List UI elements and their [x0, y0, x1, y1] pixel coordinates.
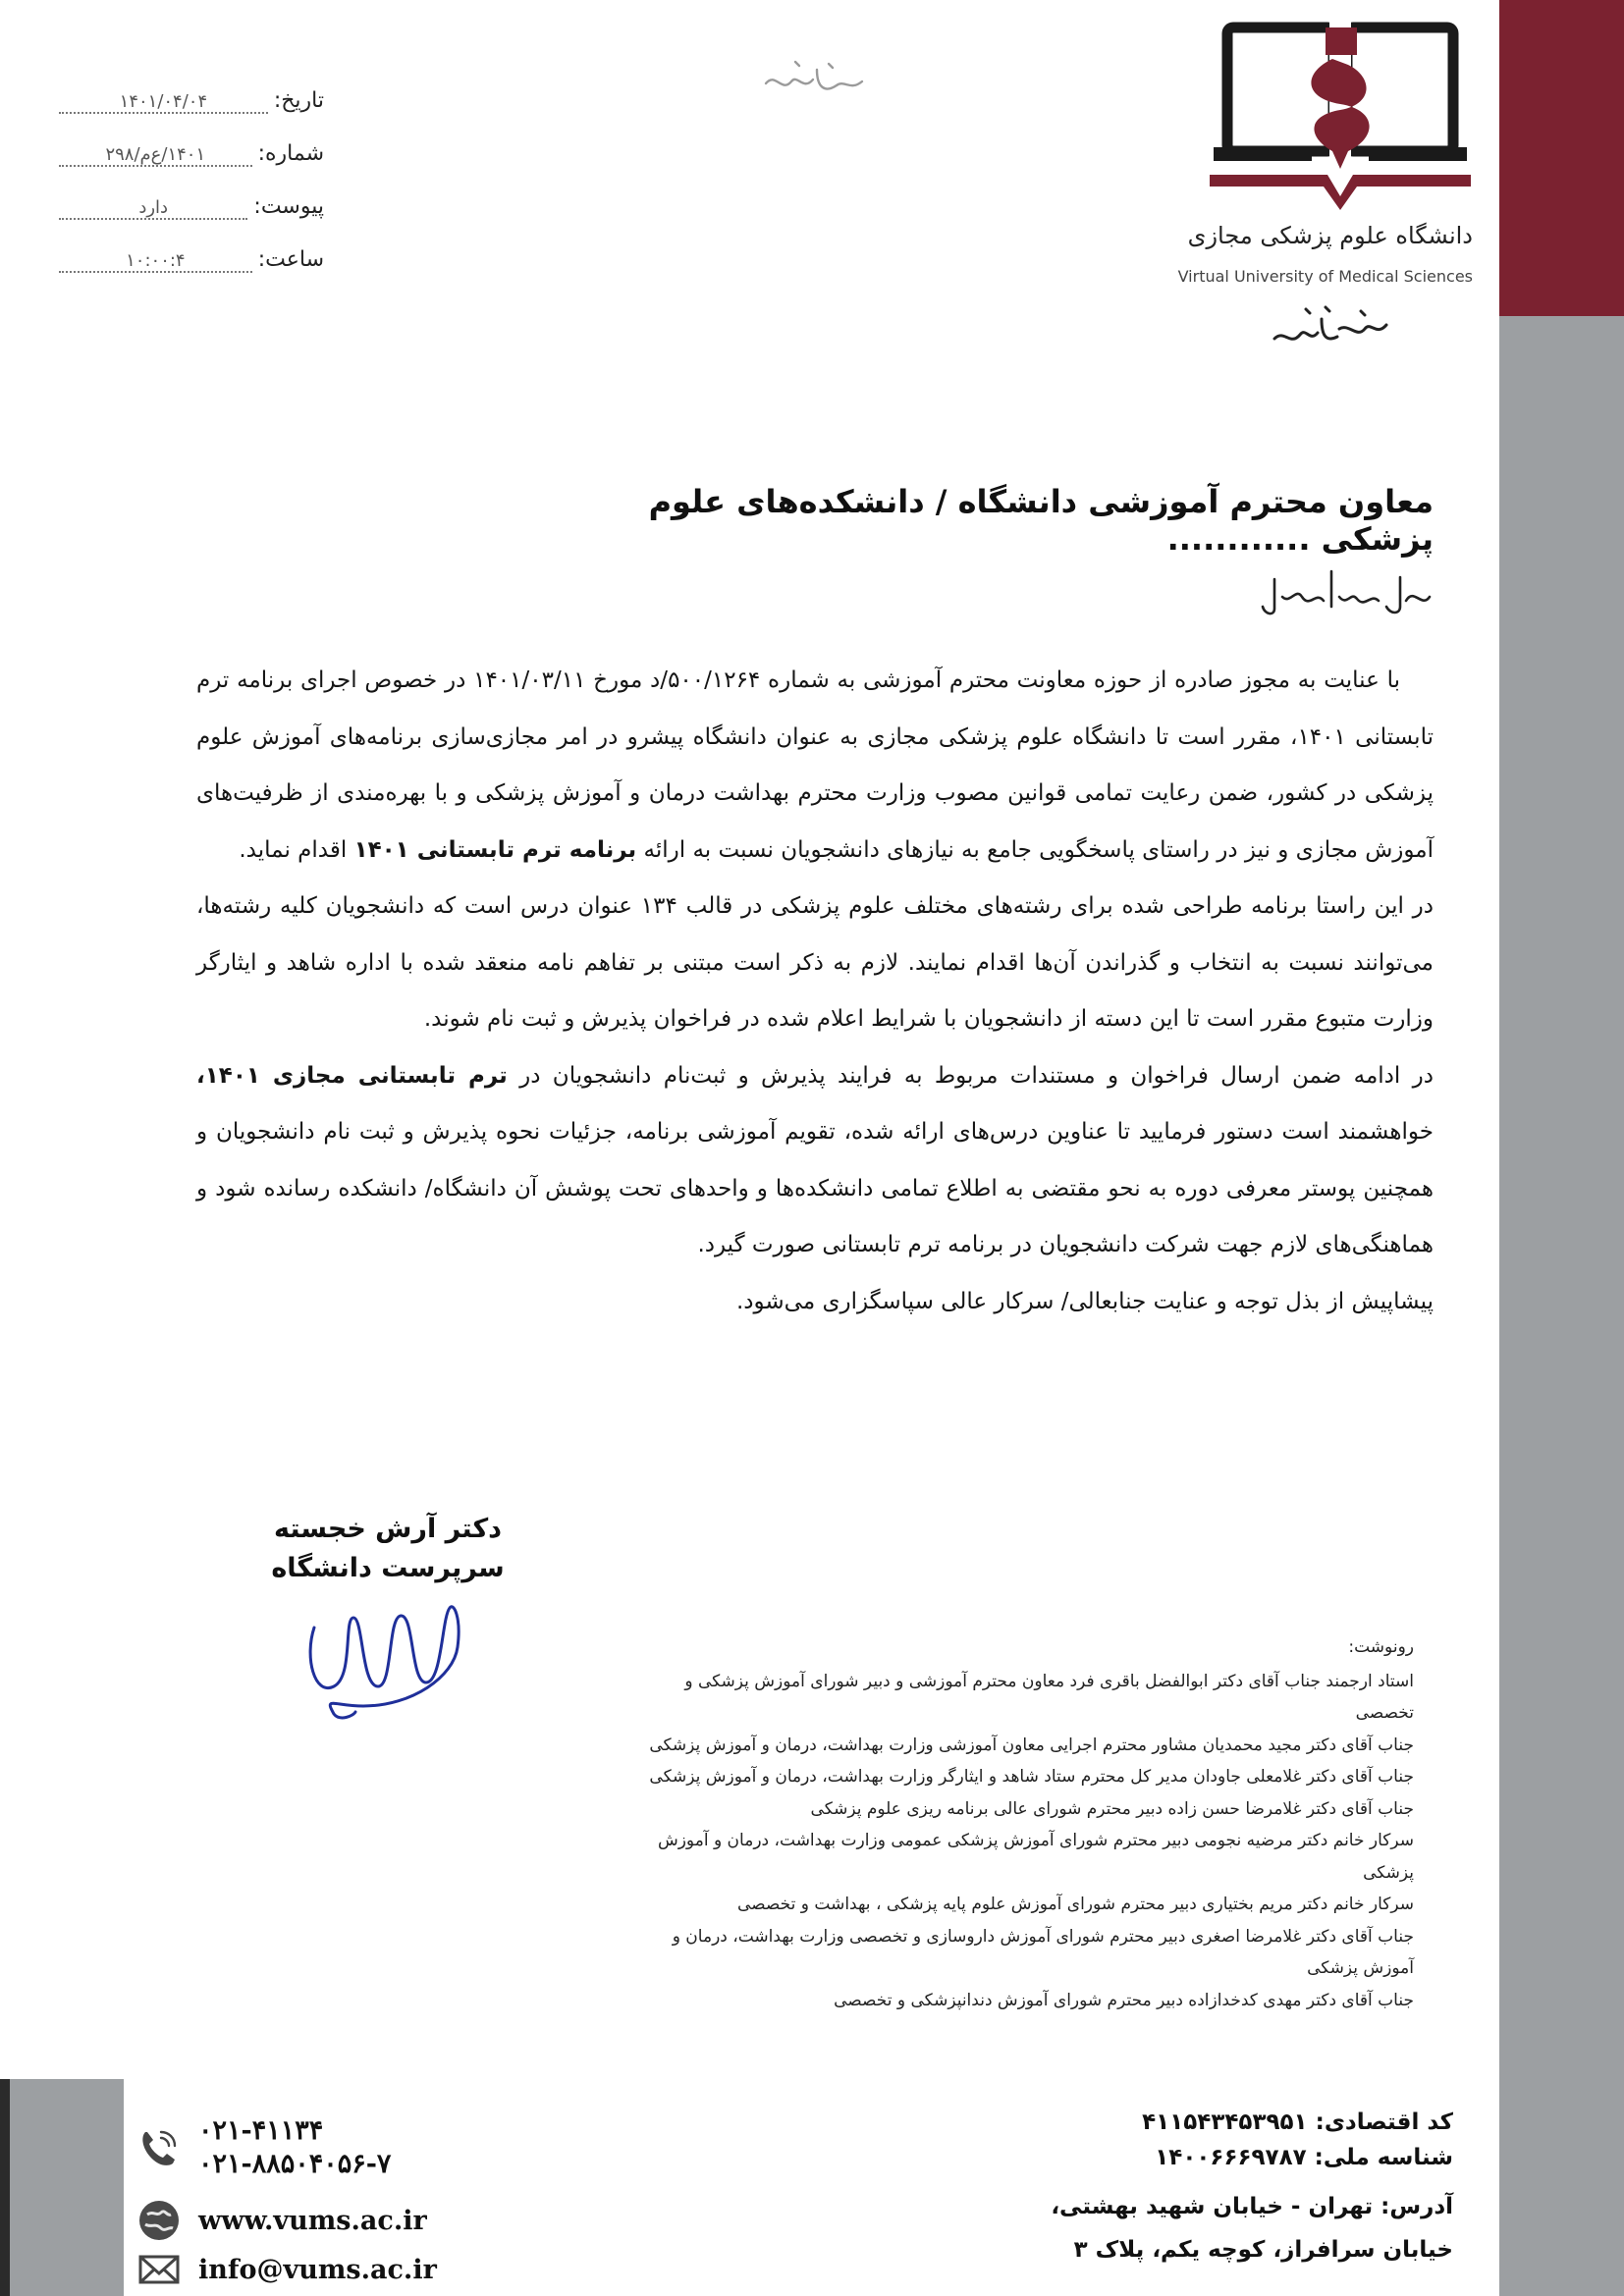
- date-row: [59, 88, 324, 141]
- mail-icon: [137, 2248, 181, 2291]
- date-label: تاریخ:: [273, 88, 324, 113]
- number-value: ۱۴۰۱/ع‌م/۲۹۸: [59, 144, 252, 167]
- p1-bold: برنامه ترم تابستانی ۱۴۰۱: [353, 836, 637, 863]
- address-line-2: خیابان سرافراز، کوچه یکم، پلاک ۳: [1073, 2237, 1453, 2263]
- p1-end: اقدام نماید.: [239, 836, 348, 863]
- cc-item: جناب آقای دکتر مجید محمدیان مشاور محترم اجرایی معاون آموزشی وزارت بهداشت، درمان و آموزش پزشکی: [649, 1735, 1414, 1755]
- cc-list: [628, 1631, 1414, 2016]
- p3-bold: ترم تابستانی مجازی ۱۴۰۱،: [196, 1062, 508, 1089]
- cc-item: استاد ارجمند جناب آقای دکتر ابوالفضل باقری فرد معاون محترم آموزشی و دبیر شورای آموزش پزشکی و تخصصی: [684, 1671, 1414, 1723]
- cc-item: جناب آقای دکتر غلامرضا حسن زاده دبیر محترم شورای عالی برنامه ریزی علوم پزشکی: [810, 1798, 1414, 1819]
- cc-item: سرکار خانم دکتر مرضیه نجومی دبیر محترم شورای آموزش پزشکی عمومی وزارت بهداشت، درمان و آموزش پزشکی: [657, 1831, 1414, 1883]
- university-logo: [1210, 22, 1471, 210]
- cc-heading: رونوشت:: [1348, 1637, 1414, 1657]
- footer-side-bar: [0, 2079, 124, 2296]
- letter-addressee: معاون محترم آموزشی دانشگاه / دانشکده‌های علوم پزشکی ............: [648, 483, 1434, 558]
- email-row: [137, 2248, 437, 2291]
- letter-body: [196, 653, 1434, 1330]
- date-value: ۱۴۰۱/۰۴/۰۴: [59, 91, 268, 114]
- attachment-row: [59, 194, 324, 247]
- cc-item: جناب آقای دکتر مهدی کدخدازاده دبیر محترم شورای آموزش دندانپزشکی و تخصصی: [834, 1990, 1414, 2010]
- email-link[interactable]: info@vums.ac.ir: [198, 2254, 437, 2285]
- side-bar: [1499, 316, 1624, 2296]
- signature-scribble: [295, 1588, 471, 1721]
- body-paragraph-3: [196, 1048, 1434, 1274]
- phone-2[interactable]: ۰۲۱-۸۸۵۰۴۰۵۶-۷: [198, 2149, 392, 2179]
- phone-numbers: [198, 2114, 391, 2181]
- phone-icon: [137, 2126, 181, 2169]
- national-id: شناسه ملی: ۱۴۰۰۶۶۶۹۷۸۷: [1155, 2145, 1453, 2170]
- cc-item: سرکار خانم دکتر مریم بختیاری دبیر محترم شورای آموزش علوم پایه پزشکی ، بهداشت و تخصصی: [737, 1895, 1414, 1914]
- body-paragraph-2: در این راستا برنامه طراحی شده برای رشته‌های مختلف علوم پزشکی در قالب ۱۳۴ عنوان درس است که دانشجویان کلیه رشته‌ها، می‌توانند نسبت به انتخاب و گذراندن آن‌ها اقدام نمایند. لازم به ذکر است مبتنی بر تفاهم نامه منعقد شده با اداره شاهد و ایثارگر وزارت متبوع مقرر است تا این دسته از دانشجویان با شرایط اعلام شده در فراخوان پذیرش و ثبت نام شوند.: [196, 893, 1434, 1032]
- cc-item: جناب آقای دکتر غلامعلی جاودان مدیر کل محترم ستاد شاهد و ایثارگر وزارت بهداشت، درمان و آموزش پزشکی: [649, 1767, 1414, 1787]
- signer-block: [265, 1510, 511, 1588]
- phone-1[interactable]: ۰۲۱-۴۱۱۳۴: [198, 2115, 324, 2146]
- phone-row: [137, 2114, 391, 2181]
- economic-code: کد اقتصادی: ۴۱۱۵۴۳۴۵۳۹۵۱: [1142, 2109, 1453, 2135]
- number-label: شماره:: [257, 141, 324, 166]
- attachment-value: دارد: [59, 197, 247, 220]
- p3-end: خواهشمند است دستور فرمایید تا عناوین درس‌های ارائه شده، تقویم آموزشی برنامه، جزئیات نحوه پذیرش و ثبت نام دانشجویان و همچنین پوستر معرفی دوره به نحو مقتضی به اطلاع تمامی دانشکده‌ها و واحدهای تحت پوشش آن دانشگاه/ دانشکده رسانده شود و هماهنگی‌های لازم جهت شرکت دانشجویان در برنامه ترم تابستانی صورت گیرد.: [196, 1119, 1434, 1257]
- time-value: ۱۰:۰۰:۴: [59, 250, 252, 273]
- bismillah-header: [756, 54, 874, 108]
- cc-item: جناب آقای دکتر غلامرضا اصغری دبیر محترم شورای آموزش داروسازی و تخصصی وزارت بهداشت، درمان و آموزش پزشکی: [672, 1926, 1414, 1978]
- letter-meta: [59, 88, 324, 300]
- address-line-1: آدرس: تهران - خیابان شهید بهشتی،: [1051, 2194, 1453, 2219]
- p1-start: با عنایت به مجوز صادره از حوزه معاونت محترم آموزشی به شماره ۵۰۰/۱۲۶۴/د مورخ ۱۴۰۱/۰۳/۱۱ در خصوص اجرای برنامه ترم تابستانی ۱۴۰۱، مقرر است تا دانشگاه علوم پزشکی مجازی به عنوان دانشگاه پیشرو در امر مجازی‌سازی برنامه‌های آموزش علوم پزشکی در کشور، ضمن رعایت تمامی قوانین مصوب وزارت محترم بهداشت درمان و آموزش پزشکی و با بهره‌مندی از ظرفیت‌های آموزش مجازی و نیز در راستای پاسخگویی جامع به نیازهای دانشجویان نسبت به ارائه: [196, 667, 1434, 863]
- p3-start: در ادامه ضمن ارسال فراخوان و مستندات مربوط به فرایند پذیرش و ثبت‌نام دانشجویان در: [519, 1062, 1434, 1089]
- university-name-fa: دانشگاه علوم پزشکی مجازی: [1187, 222, 1473, 249]
- signer-title: سرپرست دانشگاه: [271, 1553, 505, 1583]
- office-handwritten-note: [1267, 299, 1394, 358]
- time-label: ساعت:: [257, 247, 324, 272]
- body-paragraph-1: [196, 653, 1434, 879]
- brand-side-bar: [1499, 0, 1624, 316]
- letter-greeting: [1257, 558, 1438, 626]
- number-row: [59, 141, 324, 194]
- website-row: [137, 2199, 427, 2242]
- attachment-label: پیوست:: [253, 194, 324, 219]
- body-paragraph-4: پیشاپیش از بذل توجه و عنایت جنابعالی/ سرکار عالی سپاسگزاری می‌شود.: [735, 1288, 1434, 1314]
- university-name-en: Virtual University of Medical Sciences: [1177, 267, 1473, 286]
- globe-icon: [137, 2199, 181, 2242]
- signer-name: دکتر آرش خجسته: [273, 1514, 503, 1544]
- footer-edge-bar: [0, 2079, 10, 2296]
- footer-org-info: [1031, 2105, 1453, 2271]
- time-row: [59, 247, 324, 300]
- address: [1031, 2185, 1453, 2271]
- website-link[interactable]: www.vums.ac.ir: [198, 2205, 427, 2236]
